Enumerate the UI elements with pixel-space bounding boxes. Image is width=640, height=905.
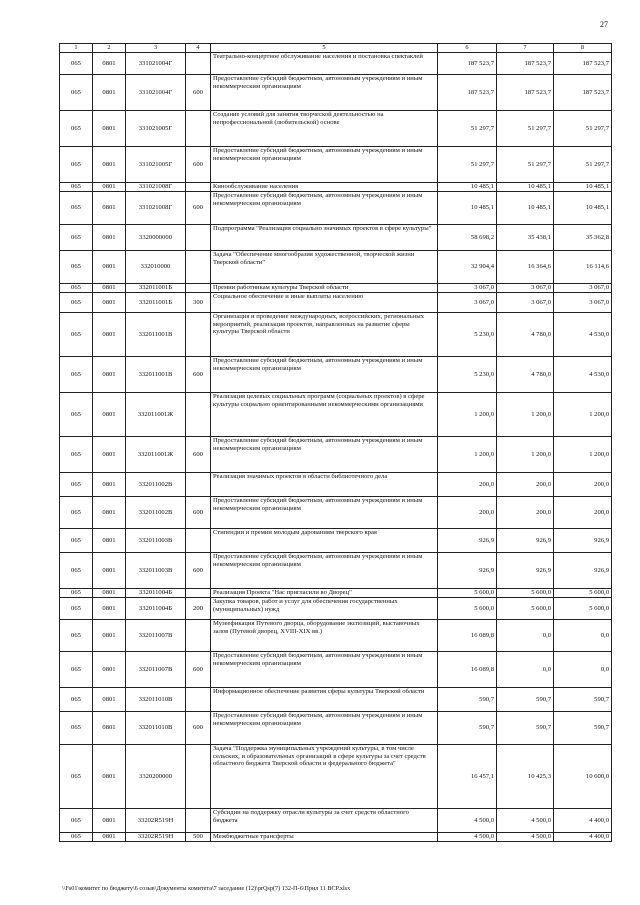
expense-type-cell: 600 (186, 192, 211, 225)
amount-year1-cell: 590,7 (438, 688, 497, 712)
description-cell: Предоставление субсидий бюджетным, автономным учреждениям и иным некоммерческим организациям (211, 75, 438, 111)
amount-year1-cell: 10 485,1 (438, 192, 497, 225)
target-article-cell: 3320200000 (126, 745, 186, 809)
amount-year2-cell: 10 425,3 (497, 745, 554, 809)
code-admin-cell: 065 (60, 652, 93, 688)
amount-year1-cell: 926,9 (438, 529, 497, 553)
target-article-cell: 331021005Г (126, 111, 186, 147)
description-cell: Закупка товаров, работ и услуг для обеспечения государственных (муниципальных) нужд (211, 598, 438, 620)
target-article-cell: 332011001Ж (126, 437, 186, 473)
amount-year2-cell: 200,0 (497, 473, 554, 497)
code-admin-cell: 065 (60, 111, 93, 147)
column-header: 6 (438, 44, 497, 53)
code-admin-cell: 065 (60, 809, 93, 833)
code-admin-cell: 065 (60, 553, 93, 589)
description-cell: Создание условий для занятия творческой деятельностью на непрофессиональной (любительской) основе (211, 111, 438, 147)
expense-type-cell (186, 529, 211, 553)
amount-year2-cell: 3 067,0 (497, 284, 554, 293)
table-row (60, 53, 612, 75)
amount-year1-cell: 200,0 (438, 497, 497, 529)
expense-type-cell (186, 53, 211, 75)
code-admin-cell: 065 (60, 833, 93, 842)
code-admin-cell: 065 (60, 473, 93, 497)
table-row (60, 833, 612, 842)
amount-year2-cell: 926,9 (497, 529, 554, 553)
amount-year2-cell: 187 523,7 (497, 53, 554, 75)
amount-year1-cell: 3 067,0 (438, 284, 497, 293)
amount-year3-cell: 200,0 (554, 497, 612, 529)
expense-type-cell: 600 (186, 652, 211, 688)
expense-type-cell (186, 589, 211, 598)
section-cell: 0801 (93, 598, 126, 620)
amount-year3-cell: 187 523,7 (554, 75, 612, 111)
table-row (60, 620, 612, 652)
table-row (60, 393, 612, 437)
amount-year1-cell: 1 200,0 (438, 393, 497, 437)
code-admin-cell: 065 (60, 589, 93, 598)
target-article-cell: 3320000000 (126, 225, 186, 251)
code-admin-cell: 065 (60, 284, 93, 293)
target-article-cell: 331021005Г (126, 147, 186, 183)
amount-year1-cell: 200,0 (438, 473, 497, 497)
description-cell: Реализация Проекта "Нас пригласили во Дворец" (211, 589, 438, 598)
table-row (60, 712, 612, 745)
expense-type-cell (186, 225, 211, 251)
description-cell: Предоставление субсидий бюджетным, автономным учреждениям и иным некоммерческим организациям (211, 553, 438, 589)
expense-type-cell (186, 183, 211, 192)
column-header: 5 (211, 44, 438, 53)
table-row (60, 147, 612, 183)
column-header: 3 (126, 44, 186, 53)
description-cell: Реализация значимых проектов в области библиотечного дела (211, 473, 438, 497)
code-admin-cell: 065 (60, 393, 93, 437)
section-cell: 0801 (93, 75, 126, 111)
expense-type-cell: 600 (186, 437, 211, 473)
amount-year2-cell: 4 780,0 (497, 357, 554, 393)
table-body (60, 53, 612, 842)
amount-year3-cell: 187 523,7 (554, 53, 612, 75)
amount-year1-cell: 3 067,0 (438, 293, 497, 313)
target-article-cell: 332011003В (126, 553, 186, 589)
section-cell: 0801 (93, 553, 126, 589)
amount-year1-cell: 32 904,4 (438, 251, 497, 284)
section-cell: 0801 (93, 529, 126, 553)
amount-year2-cell: 10 485,1 (497, 192, 554, 225)
target-article-cell: 332011001Б (126, 293, 186, 313)
table-row (60, 357, 612, 393)
table-row (60, 473, 612, 497)
target-article-cell: 332011001В (126, 313, 186, 357)
target-article-cell: 331021004Г (126, 53, 186, 75)
amount-year3-cell: 51 297,7 (554, 111, 612, 147)
table-row (60, 745, 612, 809)
column-header: 2 (93, 44, 126, 53)
budget-table (59, 43, 612, 842)
description-cell: Информационное обеспечение развития сферы культуры Тверской области (211, 688, 438, 712)
amount-year3-cell: 3 067,0 (554, 284, 612, 293)
section-cell: 0801 (93, 357, 126, 393)
amount-year2-cell: 0,0 (497, 620, 554, 652)
expense-type-cell: 200 (186, 598, 211, 620)
target-article-cell: 33202R519H (126, 833, 186, 842)
amount-year2-cell: 4 500,0 (497, 809, 554, 833)
code-admin-cell: 065 (60, 293, 93, 313)
target-article-cell: 332011001Ж (126, 393, 186, 437)
expense-type-cell: 600 (186, 497, 211, 529)
code-admin-cell: 065 (60, 192, 93, 225)
amount-year3-cell: 0,0 (554, 652, 612, 688)
table-row (60, 553, 612, 589)
code-admin-cell: 065 (60, 53, 93, 75)
code-admin-cell: 065 (60, 745, 93, 809)
section-cell: 0801 (93, 53, 126, 75)
amount-year2-cell: 4 500,0 (497, 833, 554, 842)
section-cell: 0801 (93, 712, 126, 745)
code-admin-cell: 065 (60, 497, 93, 529)
description-cell: Субсидии на поддержку отрасли культуры за счет средств областного бюджета (211, 809, 438, 833)
description-cell: Подпрограмма "Реализация социально значимых проектов в сфере культуры" (211, 225, 438, 251)
description-cell: Театрально-концертное обслуживание населения и постановка спектаклей (211, 53, 438, 75)
table-row (60, 437, 612, 473)
amount-year1-cell: 16 089,8 (438, 620, 497, 652)
table-row (60, 497, 612, 529)
table-row (60, 111, 612, 147)
description-cell: Предоставление субсидий бюджетным, автономным учреждениям и иным некоммерческим организациям (211, 437, 438, 473)
amount-year1-cell: 51 297,7 (438, 111, 497, 147)
table-row (60, 293, 612, 313)
amount-year1-cell: 187 523,7 (438, 75, 497, 111)
description-cell: Организация и проведение международных, всероссийских, региональных мероприятий, реализация проектов, направленных на развитие сферы культуры Тверской области (211, 313, 438, 357)
description-cell: Кинообслуживание населения (211, 183, 438, 192)
target-article-cell: 332011010В (126, 688, 186, 712)
amount-year3-cell: 926,9 (554, 529, 612, 553)
section-cell: 0801 (93, 473, 126, 497)
expense-type-cell: 600 (186, 147, 211, 183)
amount-year3-cell: 35 362,8 (554, 225, 612, 251)
target-article-cell: 332011001В (126, 357, 186, 393)
description-cell: Предоставление субсидий бюджетным, автономным учреждениям и иным некоммерческим организациям (211, 357, 438, 393)
expense-type-cell: 600 (186, 553, 211, 589)
target-article-cell: 332011004Б (126, 589, 186, 598)
section-cell: 0801 (93, 251, 126, 284)
expense-type-cell: 500 (186, 833, 211, 842)
expense-type-cell (186, 251, 211, 284)
expense-type-cell (186, 313, 211, 357)
amount-year2-cell: 200,0 (497, 497, 554, 529)
expense-type-cell (186, 111, 211, 147)
target-article-cell: 332011002В (126, 497, 186, 529)
section-cell: 0801 (93, 183, 126, 192)
section-cell: 0801 (93, 293, 126, 313)
expense-type-cell (186, 688, 211, 712)
amount-year3-cell: 0,0 (554, 620, 612, 652)
section-cell: 0801 (93, 745, 126, 809)
column-header: 4 (186, 44, 211, 53)
amount-year1-cell: 5 600,0 (438, 589, 497, 598)
expense-type-cell (186, 393, 211, 437)
amount-year1-cell: 590,7 (438, 712, 497, 745)
table-row (60, 75, 612, 111)
amount-year3-cell: 4 530,0 (554, 313, 612, 357)
section-cell: 0801 (93, 313, 126, 357)
amount-year2-cell: 926,9 (497, 553, 554, 589)
amount-year2-cell: 1 200,0 (497, 393, 554, 437)
amount-year3-cell: 590,7 (554, 688, 612, 712)
amount-year3-cell: 4 400,0 (554, 833, 612, 842)
target-article-cell: 332011007В (126, 652, 186, 688)
amount-year1-cell: 10 485,1 (438, 183, 497, 192)
page-number: 27 (600, 20, 608, 29)
description-cell: Стипендии и премии молодым дарованиям тверского края (211, 529, 438, 553)
table-row (60, 529, 612, 553)
code-admin-cell: 065 (60, 147, 93, 183)
expense-type-cell (186, 809, 211, 833)
amount-year2-cell: 590,7 (497, 688, 554, 712)
description-cell: Предоставление субсидий бюджетным, автономным учреждениям и иным некоммерческим организациям (211, 192, 438, 225)
table-row (60, 251, 612, 284)
code-admin-cell: 065 (60, 712, 93, 745)
amount-year2-cell: 3 067,0 (497, 293, 554, 313)
column-header: 7 (497, 44, 554, 53)
amount-year1-cell: 1 200,0 (438, 437, 497, 473)
file-path-footer: \\Fs01\комитет по бюджету\6 созыв\Документы комитета\7 заседание (12)\prQsp(7) 132-П-6\Прил 11 ВСР.xlsx (62, 885, 351, 892)
amount-year2-cell: 4 780,0 (497, 313, 554, 357)
section-cell: 0801 (93, 497, 126, 529)
amount-year2-cell: 51 297,7 (497, 147, 554, 183)
description-cell: Социальное обеспечение и иные выплаты населению (211, 293, 438, 313)
target-article-cell: 332011003В (126, 529, 186, 553)
expense-type-cell (186, 284, 211, 293)
target-article-cell: 332011001Б (126, 284, 186, 293)
amount-year2-cell: 51 297,7 (497, 111, 554, 147)
expense-type-cell: 600 (186, 357, 211, 393)
code-admin-cell: 065 (60, 313, 93, 357)
amount-year3-cell: 16 114,6 (554, 251, 612, 284)
target-article-cell: 332011004Б (126, 598, 186, 620)
column-header: 8 (554, 44, 612, 53)
target-article-cell: 331021008Г (126, 183, 186, 192)
amount-year3-cell: 10 485,1 (554, 192, 612, 225)
amount-year2-cell: 1 200,0 (497, 437, 554, 473)
amount-year3-cell: 4 530,0 (554, 357, 612, 393)
amount-year2-cell: 10 485,1 (497, 183, 554, 192)
amount-year3-cell: 51 297,7 (554, 147, 612, 183)
table-row (60, 809, 612, 833)
code-admin-cell: 065 (60, 357, 93, 393)
section-cell: 0801 (93, 809, 126, 833)
target-article-cell: 332010000 (126, 251, 186, 284)
amount-year2-cell: 5 600,0 (497, 589, 554, 598)
amount-year2-cell: 0,0 (497, 652, 554, 688)
description-cell: Предоставление субсидий бюджетным, автономным учреждениям и иным некоммерческим организациям (211, 147, 438, 183)
section-cell: 0801 (93, 589, 126, 598)
target-article-cell: 332011002В (126, 473, 186, 497)
amount-year3-cell: 5 600,0 (554, 598, 612, 620)
description-cell: Предоставление субсидий бюджетным, автономным учреждениям и иным некоммерческим организациям (211, 652, 438, 688)
section-cell: 0801 (93, 284, 126, 293)
expense-type-cell (186, 473, 211, 497)
amount-year1-cell: 187 523,7 (438, 53, 497, 75)
section-cell: 0801 (93, 620, 126, 652)
amount-year1-cell: 58 698,2 (438, 225, 497, 251)
expense-type-cell (186, 620, 211, 652)
amount-year1-cell: 16 457,1 (438, 745, 497, 809)
section-cell: 0801 (93, 192, 126, 225)
amount-year2-cell: 5 600,0 (497, 598, 554, 620)
amount-year1-cell: 4 500,0 (438, 809, 497, 833)
code-admin-cell: 065 (60, 620, 93, 652)
section-cell: 0801 (93, 688, 126, 712)
amount-year3-cell: 1 200,0 (554, 393, 612, 437)
section-cell: 0801 (93, 833, 126, 842)
amount-year3-cell: 926,9 (554, 553, 612, 589)
table-row (60, 183, 612, 192)
table-row (60, 225, 612, 251)
amount-year1-cell: 16 089,8 (438, 652, 497, 688)
code-admin-cell: 065 (60, 183, 93, 192)
table-row (60, 598, 612, 620)
target-article-cell: 332011007В (126, 620, 186, 652)
code-admin-cell: 065 (60, 688, 93, 712)
amount-year1-cell: 5 600,0 (438, 598, 497, 620)
section-cell: 0801 (93, 437, 126, 473)
code-admin-cell: 065 (60, 225, 93, 251)
amount-year2-cell: 590,7 (497, 712, 554, 745)
amount-year2-cell: 16 364,6 (497, 251, 554, 284)
amount-year3-cell: 10 600,0 (554, 745, 612, 809)
amount-year1-cell: 5 230,0 (438, 313, 497, 357)
description-cell: Межбюджетные трансферты (211, 833, 438, 842)
section-cell: 0801 (93, 111, 126, 147)
section-cell: 0801 (93, 652, 126, 688)
amount-year1-cell: 4 500,0 (438, 833, 497, 842)
expense-type-cell: 300 (186, 293, 211, 313)
amount-year3-cell: 1 200,0 (554, 437, 612, 473)
code-admin-cell: 065 (60, 75, 93, 111)
description-cell: Задача "Поддержка муниципальных учреждений культуры, в том числе сельских, и образовательных организаций в сфере культуры за счет средств областного бюджета Тверской области и федерального бюджета" (211, 745, 438, 809)
table-row (60, 589, 612, 598)
code-admin-cell: 065 (60, 598, 93, 620)
description-cell: Предоставление субсидий бюджетным, автономным учреждениям и иным некоммерческим организациям (211, 712, 438, 745)
table-row (60, 284, 612, 293)
expense-type-cell: 600 (186, 712, 211, 745)
description-cell: Задача "Обеспечение многообразия художественной, творческой жизни Тверской области" (211, 251, 438, 284)
target-article-cell: 331021008Г (126, 192, 186, 225)
section-cell: 0801 (93, 147, 126, 183)
amount-year3-cell: 590,7 (554, 712, 612, 745)
code-admin-cell: 065 (60, 437, 93, 473)
target-article-cell: 33202R519H (126, 809, 186, 833)
table-row (60, 688, 612, 712)
description-cell: Предоставление субсидий бюджетным, автономным учреждениям и иным некоммерческим организациям (211, 497, 438, 529)
section-cell: 0801 (93, 225, 126, 251)
description-cell: Музеефикация Путевого дворца, оборудование экспозиций, выставочных залов (Путевой дворец, XVIII-XIX вв.) (211, 620, 438, 652)
amount-year3-cell: 4 400,0 (554, 809, 612, 833)
code-admin-cell: 065 (60, 529, 93, 553)
table-row (60, 313, 612, 357)
section-cell: 0801 (93, 393, 126, 437)
amount-year3-cell: 200,0 (554, 473, 612, 497)
column-header: 1 (60, 44, 93, 53)
amount-year1-cell: 51 297,7 (438, 147, 497, 183)
amount-year1-cell: 5 230,0 (438, 357, 497, 393)
column-number-row (60, 44, 612, 53)
table-row (60, 652, 612, 688)
description-cell: Реализация целевых социальных программ (социальных проектов) в сфере культуры социально ориентированными некоммерческими организациями (211, 393, 438, 437)
amount-year1-cell: 926,9 (438, 553, 497, 589)
expense-type-cell (186, 745, 211, 809)
amount-year3-cell: 3 067,0 (554, 293, 612, 313)
amount-year3-cell: 5 600,0 (554, 589, 612, 598)
expense-type-cell: 600 (186, 75, 211, 111)
amount-year2-cell: 187 523,7 (497, 75, 554, 111)
target-article-cell: 332011010В (126, 712, 186, 745)
description-cell: Премии работникам культуры Тверской области (211, 284, 438, 293)
target-article-cell: 331021004Г (126, 75, 186, 111)
table-row (60, 192, 612, 225)
amount-year2-cell: 35 438,1 (497, 225, 554, 251)
code-admin-cell: 065 (60, 251, 93, 284)
amount-year3-cell: 10 485,1 (554, 183, 612, 192)
